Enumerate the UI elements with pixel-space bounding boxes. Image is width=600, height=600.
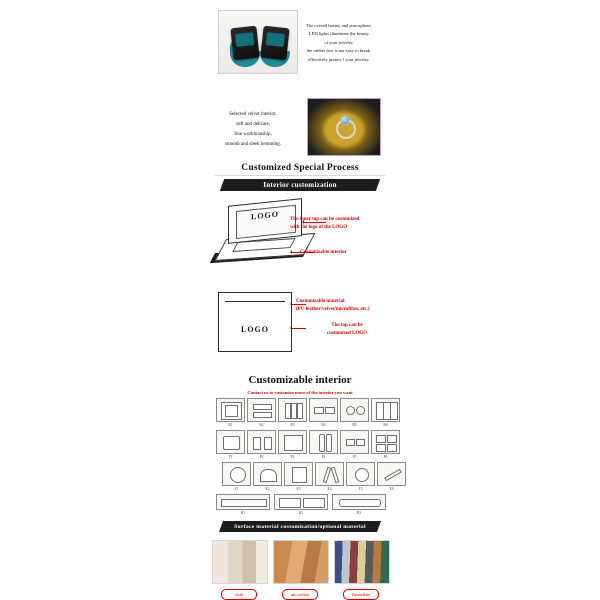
list-item[interactable] <box>216 398 245 427</box>
insert-thumb[interactable] <box>340 430 369 454</box>
list-item[interactable] <box>284 462 313 491</box>
diagram-open-box <box>212 200 392 275</box>
box-right <box>260 26 289 61</box>
insert-label: R6 <box>383 423 388 427</box>
list-item[interactable] <box>332 494 386 515</box>
list-item[interactable] <box>278 430 307 459</box>
diagram-flat-box <box>212 292 392 362</box>
callout-line-text: customized LOGO <box>326 330 368 336</box>
insert-thumb[interactable] <box>278 398 307 422</box>
box-edge-line <box>225 301 285 302</box>
text-line: fine workmanship, <box>234 132 272 137</box>
callout-top-logo <box>290 216 390 231</box>
text-line: the rubber box is not easy to break, <box>306 48 372 54</box>
jewelry-boxes-photo <box>218 10 298 74</box>
insert-thumb[interactable] <box>309 398 338 422</box>
list-item[interactable] <box>377 462 406 491</box>
list-item[interactable] <box>309 430 338 459</box>
material-label: microfiber <box>282 589 318 600</box>
heading-customized-special-process: Customized Special Process <box>241 163 359 173</box>
callout-customizable-interior: Customizable interior <box>300 250 347 255</box>
list-item[interactable] <box>371 398 400 427</box>
callout-line-text: (PU leather/velvet/microfiber, etc.) <box>296 306 370 312</box>
callout-line-text: The top can be <box>331 323 363 328</box>
callout-line-text: with the logo of the LOGO <box>290 224 348 230</box>
box-logo-text: LOGO <box>240 325 269 334</box>
insert-label: P3 <box>290 455 295 459</box>
insert-thumb[interactable] <box>253 462 282 486</box>
heading-customizable-interior: Customizable interior <box>248 374 352 386</box>
list-item[interactable] <box>340 430 369 459</box>
insert-label: R1 <box>228 423 233 427</box>
material-label: flannelette <box>343 589 379 600</box>
section-overall-beauty <box>218 10 388 74</box>
bar-surface-material <box>215 521 385 532</box>
bar-interior-customization <box>215 179 385 191</box>
text-line: smooth and sleek hemming. <box>224 142 282 147</box>
insert-thumb[interactable] <box>274 494 328 510</box>
insert-thumb[interactable] <box>371 430 400 454</box>
insert-thumb[interactable] <box>216 430 245 454</box>
insert-label: P4 <box>321 455 326 459</box>
text-line: The overall beauty and atmosphere, <box>306 23 372 28</box>
lid-logo-text: LOGO <box>250 209 279 222</box>
insert-label: R5 <box>352 423 357 427</box>
insert-row-3 <box>222 462 406 491</box>
list-item[interactable] <box>216 494 270 515</box>
callout-material <box>296 298 406 313</box>
insert-label: P5 <box>352 455 357 459</box>
box-top-view <box>218 292 292 352</box>
text-line: LED lights illuminate the beauty <box>308 31 369 37</box>
list-item[interactable] <box>340 398 369 427</box>
insert-label: P6 <box>383 455 388 459</box>
box-left <box>230 26 259 61</box>
list-item[interactable] <box>273 540 327 600</box>
insert-thumb[interactable] <box>332 494 386 510</box>
bar-label: Interior customization <box>263 181 337 189</box>
material-image-flannelette <box>334 540 390 584</box>
insert-label: E1 <box>234 487 239 491</box>
insert-thumb[interactable] <box>309 430 338 454</box>
insert-label: E3 <box>296 487 301 491</box>
section-velvet-interior <box>205 98 385 156</box>
insert-thumb[interactable] <box>371 398 400 422</box>
velvet-interior-text <box>205 98 301 150</box>
list-item[interactable] <box>247 398 276 427</box>
text-line: of your jewelry, <box>324 39 354 45</box>
insert-row-2 <box>216 430 400 459</box>
ring-object <box>336 119 356 139</box>
insert-thumb[interactable] <box>278 430 307 454</box>
overall-beauty-text <box>306 10 372 64</box>
list-item[interactable] <box>253 462 282 491</box>
material-swatch-list <box>212 540 388 600</box>
insert-label: B1 <box>240 511 246 515</box>
text-line: effectively protect l your jewelry. <box>308 56 370 62</box>
insert-thumb[interactable] <box>346 462 375 486</box>
insert-thumb[interactable] <box>247 430 276 454</box>
insert-thumb[interactable] <box>284 462 313 486</box>
insert-label: E6 <box>389 487 394 491</box>
list-item[interactable] <box>278 398 307 427</box>
list-item[interactable] <box>371 430 400 459</box>
insert-thumb[interactable] <box>340 398 369 422</box>
subheading-contact-us: Contact us to customize more of the interior you want <box>247 390 353 395</box>
list-item[interactable] <box>247 430 276 459</box>
insert-label: E4 <box>327 487 332 491</box>
list-item[interactable] <box>315 462 344 491</box>
ring-photo <box>307 98 381 156</box>
insert-label: R4 <box>321 423 326 427</box>
list-item[interactable] <box>212 540 266 600</box>
insert-label: E5 <box>358 487 363 491</box>
insert-label: E2 <box>265 487 270 491</box>
list-item[interactable] <box>346 462 375 491</box>
insert-row-1 <box>216 398 400 427</box>
list-item[interactable] <box>222 462 251 491</box>
list-item[interactable] <box>309 398 338 427</box>
callout-line-text: Customizable material <box>296 299 345 304</box>
callout-top-logo <box>302 322 392 337</box>
insert-thumb[interactable] <box>377 462 406 486</box>
insert-thumb[interactable] <box>216 494 270 510</box>
insert-thumb[interactable] <box>247 398 276 422</box>
insert-label: R3 <box>290 423 295 427</box>
insert-thumb[interactable] <box>222 462 251 486</box>
material-image-cloth <box>212 540 268 584</box>
list-item[interactable] <box>216 430 245 459</box>
list-item[interactable] <box>274 494 328 515</box>
material-label: cloth <box>221 589 257 600</box>
callout-line-text: The inner top can be customized <box>290 217 360 222</box>
insert-label: B2 <box>298 511 304 515</box>
insert-label: P1 <box>228 455 233 459</box>
material-image-microfiber <box>273 540 329 584</box>
bar-label: Surface material customization/optional material <box>234 523 366 530</box>
insert-row-4 <box>216 494 386 515</box>
list-item[interactable] <box>334 540 388 600</box>
insert-thumb[interactable] <box>216 398 245 422</box>
divider-rule <box>215 175 385 176</box>
insert-thumb[interactable] <box>315 462 344 486</box>
text-line: Selected velvet interior, <box>229 112 277 117</box>
insert-label: B3 <box>356 511 362 515</box>
insert-label: P2 <box>259 455 264 459</box>
insert-label: R2 <box>259 423 264 427</box>
text-line: soft and delicate, <box>235 122 270 127</box>
